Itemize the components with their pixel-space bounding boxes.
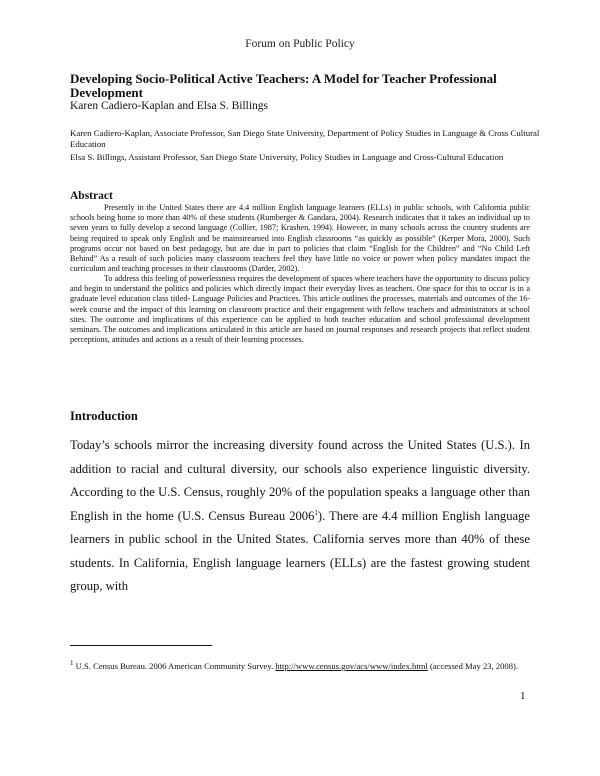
abstract-heading: Abstract — [70, 190, 113, 202]
introduction-text-part-2: ). There are 4.4 million English language learners in public school in the United States. California serves more than 40% of these students. In California, English language learners (ELLs) are the fastest growing student group, with — [70, 508, 530, 593]
introduction-paragraph — [70, 434, 530, 599]
footnote-reference[interactable]: 1 — [314, 508, 318, 517]
abstract-paragraph-2: To address this feeling of powerlessness requires the development of spaces where teachers have the opportunity to discuss policy and begin to understand the politics and policies which directly impact their everyday lives as teachers. One space for this to occur is in a graduate level education class titled- Language Policies and Practices. This article outlines the processes, materials and outcomes of the 16-week course and the impact of this learning on classroom practice and their engagement with fellow teachers and administrators at school sites. The outcome and implications of this experience can be applied to both teacher education and school professional development seminars. The outcomes and implications articulated in this article are based on journal responses and research projects that reflect student perceptions, attitudes and actions as a result of their learning processes. — [70, 274, 530, 345]
author-affiliation-2: Elsa S. Billings, Assistant Professor, San Diego State University, Policy Studies in Language and Cross-Cultural Education — [70, 152, 504, 162]
introduction-heading: Introduction — [70, 409, 138, 423]
footnote-marker: 1 — [70, 659, 74, 668]
article-title: Developing Socio-Political Active Teachers: A Model for Teacher Professional Development — [70, 71, 497, 100]
article-authors: Karen Cadiero-Kaplan and Elsa S. Billings — [70, 100, 269, 112]
introduction-text-part-1: Today’s schools mirror the increasing diversity found across the United States (U.S.). In addition to racial and cultural diversity, our schools also experience linguistic diversity. According to the U.S. Census, roughly 20% of the population speaks a language other than English in the home (U.S. Census Bureau 2006 — [70, 438, 530, 523]
abstract-paragraph-1: Presently in the United States there are 4.4 million English language learners (ELLs) in public schools, with California public schools being home to more than 40% of these students (Rumberger & Gandara, 2004). Research indicates that it takes an individual up to seven years to fully develop a second language (Collier, 1987; Krashen, 1994). However, in many schools across the country students are being required to speak only English and be mainstreamed into English classrooms “as quickly as possible” (Kerper Mora, 2000). Such programs occur not based on best pedagogy, but are due in part to policies that claim “English for the Children” and “No Child Left Behind” As a result of such policies many classroom teachers feel they have little no voice or power when policy mandates impact the curriculum and teaching processes in their classrooms (Darder, 2002). — [70, 203, 530, 274]
author-affiliation-1: Karen Cadiero-Kaplan, Associate Professor, San Diego State University, Department of Policy Studies in Language & Cross Cultural Education — [70, 128, 540, 149]
page-number: 1 — [520, 690, 526, 702]
footnote-link[interactable]: http://www.census.gov/acs/www/index.html — [275, 661, 428, 671]
footnote-accessed: (accessed May 23, 2008). — [429, 661, 519, 671]
footnote-separator — [70, 645, 212, 646]
footnote — [70, 661, 552, 672]
footnote-source: U.S. Census Bureau. 2006 American Community Survey. — [75, 661, 274, 671]
running-header: Forum on Public Policy — [245, 38, 355, 50]
